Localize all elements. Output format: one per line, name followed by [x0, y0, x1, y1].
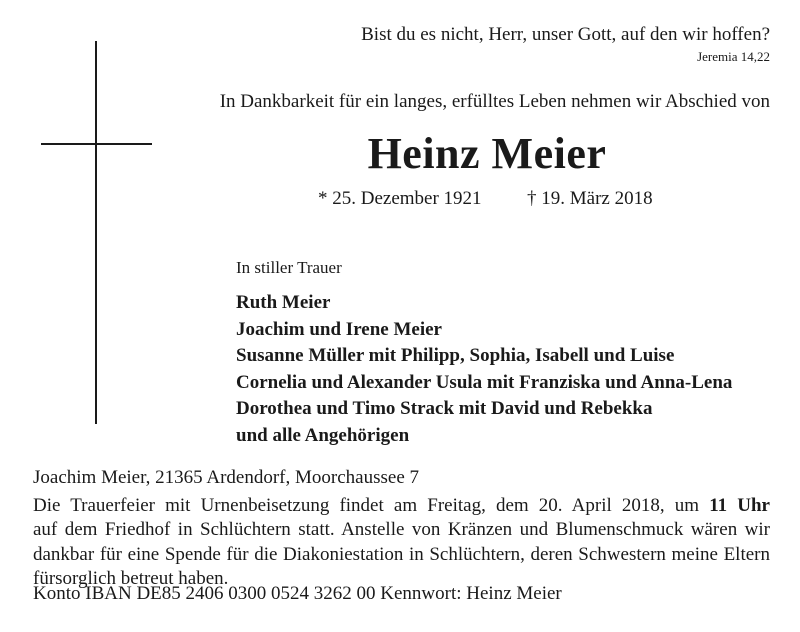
- mourner-name: Susanne Müller mit Philipp, Sophia, Isabell und Luise: [236, 345, 675, 367]
- birth-date: * 25. Dezember 1921: [318, 188, 482, 209]
- funeral-line-4: fürsorglich betreut haben.: [33, 567, 229, 589]
- cross-vertical-bar: [95, 41, 97, 424]
- mourner-name: Cornelia und Alexander Usula mit Franziska und Anna-Lena: [236, 371, 733, 393]
- bank-details: Konto IBAN DE85 2406 0300 0524 3262 00 Kennwort: Heinz Meier: [33, 583, 562, 604]
- bible-quote: Bist du es nicht, Herr, unser Gott, auf den wir hoffen?: [361, 24, 770, 45]
- mourning-heading: In stiller Trauer: [236, 258, 342, 277]
- mourner-name: und alle Angehörigen: [236, 424, 410, 446]
- funeral-notice: [33, 494, 770, 591]
- funeral-time: 11 Uhr: [709, 495, 770, 516]
- contact-address: Joachim Meier, 21365 Ardendorf, Moorchaussee 7: [33, 467, 420, 488]
- mourner-name: Ruth Meier: [236, 292, 331, 313]
- funeral-line-1-text: Die Trauerfeier mit Urnenbeisetzung findet am Freitag, dem 20. April 2018, um: [33, 495, 710, 516]
- mourner-name: Dorothea und Timo Strack mit David und Rebekka: [236, 398, 653, 420]
- death-date: † 19. März 2018: [527, 188, 653, 209]
- mourner-name: Joachim und Irene Meier: [236, 318, 442, 340]
- funeral-line-2: auf dem Friedhof in Schlüchtern statt. Anstelle von Kränzen und Blumenschmuck wären wir: [33, 519, 770, 541]
- deceased-name: Heinz Meier: [367, 129, 607, 178]
- mourners-list: [236, 290, 732, 450]
- bible-quote-reference: Jeremia 14,22: [697, 49, 770, 64]
- funeral-line-3: dankbar für eine Spende für die Diakoniestation in Schlüchtern, deren Schwestern meine Eltern: [33, 543, 770, 565]
- funeral-line-1: [33, 494, 770, 518]
- intro-text: In Dankbarkeit für ein langes, erfülltes Leben nehmen wir Abschied von: [219, 91, 770, 112]
